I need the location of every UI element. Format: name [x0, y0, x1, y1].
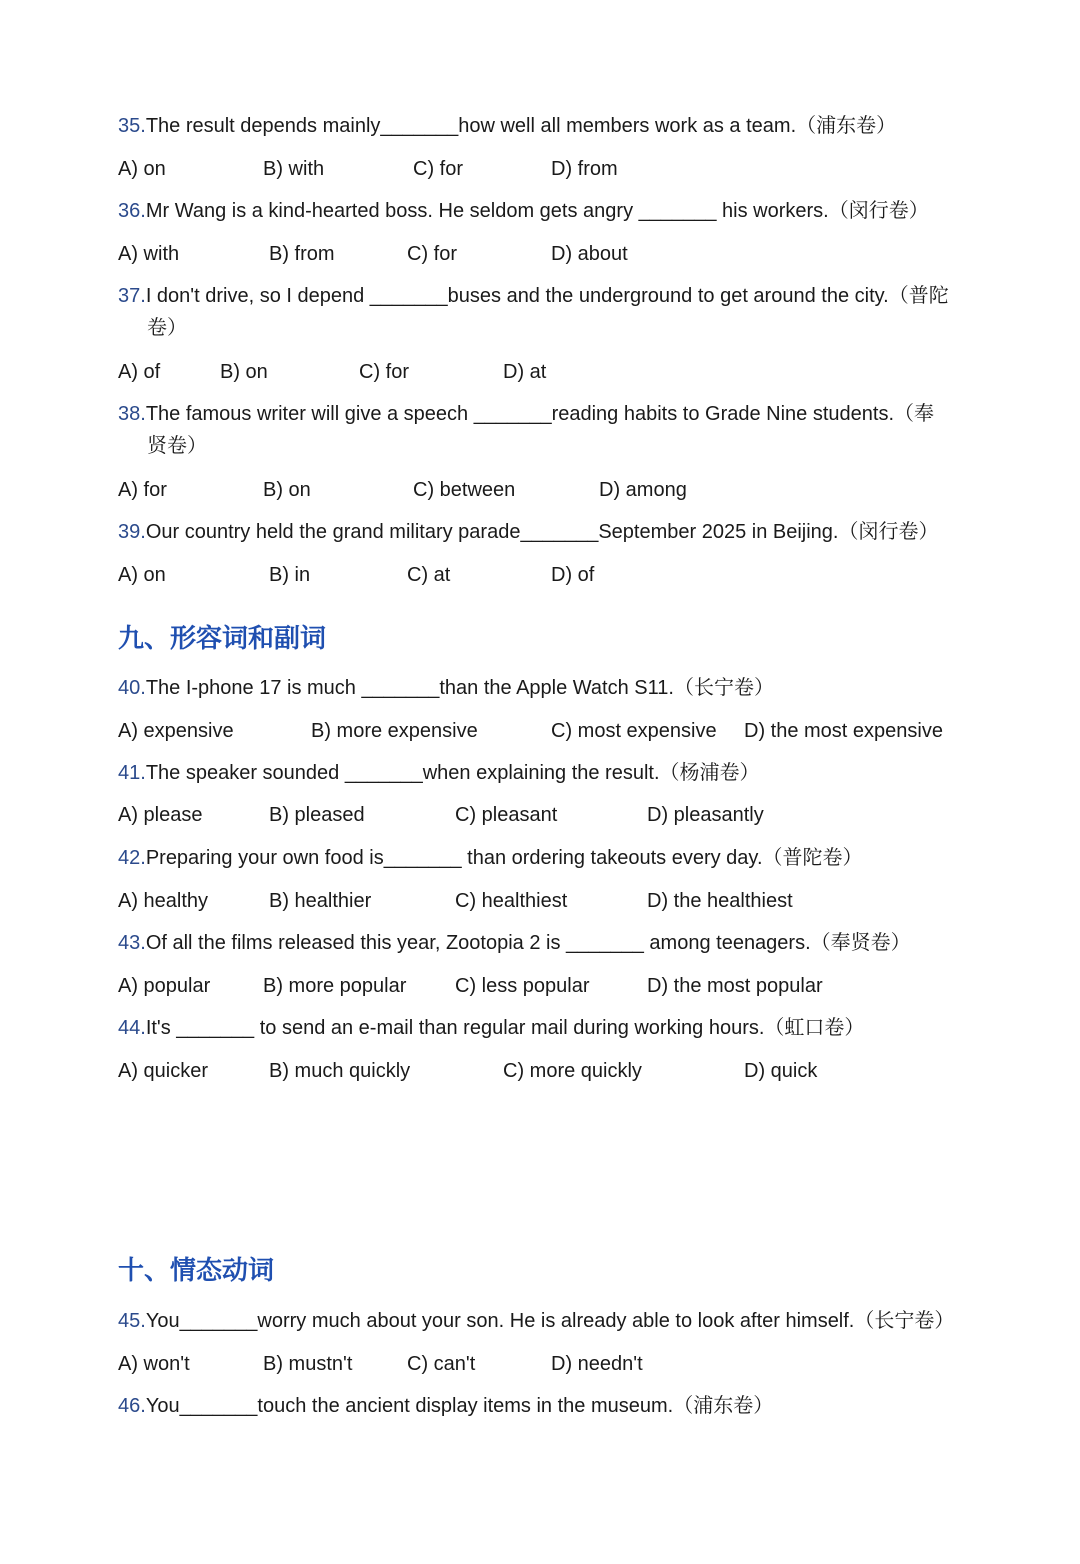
question-42: [118, 845, 863, 871]
question-39: [118, 519, 938, 545]
option-a: A) for: [118, 479, 167, 501]
question-number: 44.: [118, 1017, 146, 1039]
question-number: 38.: [118, 403, 146, 425]
option-c: C) pleasant: [455, 804, 558, 826]
option-c: C) for: [407, 243, 457, 265]
question-36: [118, 198, 929, 224]
option-c: C) can't: [407, 1353, 476, 1375]
question-number: 46.: [118, 1395, 146, 1417]
question-number: 43.: [118, 932, 146, 954]
option-d: D) quick: [744, 1060, 818, 1082]
option-b: B) on: [263, 479, 311, 501]
option-d: D) the healthiest: [647, 890, 793, 912]
question-text-continued: 卷）: [147, 317, 187, 339]
option-b: B) on: [220, 361, 268, 383]
option-b: B) with: [263, 158, 325, 180]
option-a: A) healthy: [118, 890, 209, 912]
question-text: You_______worry much about your son. He is already able to look after himself.（长宁卷）: [145, 1310, 955, 1332]
option-b: B) more expensive: [311, 720, 478, 742]
question-43: [118, 930, 911, 956]
question-number: 37.: [118, 285, 146, 307]
option-b: B) much quickly: [269, 1060, 411, 1082]
option-d: D) at: [503, 361, 547, 383]
question-text: Of all the films released this year, Zootopia 2 is _______ among teenagers.（奉贤卷）: [145, 932, 911, 954]
option-a: A) with: [118, 243, 180, 265]
option-c: C) between: [413, 479, 516, 501]
question-number: 41.: [118, 762, 146, 784]
question-text-continued: 贤卷）: [147, 435, 207, 457]
option-b: B) mustn't: [263, 1353, 353, 1375]
option-b: B) more popular: [263, 975, 407, 997]
question-text: The result depends mainly_______how well all members work as a team.（浦东卷）: [145, 115, 897, 137]
question-text: I don't drive, so I depend _______buses and the underground to get around the city.（普陀: [145, 285, 949, 307]
option-b: B) from: [269, 243, 335, 265]
question-text: Preparing your own food is_______ than ordering takeouts every day.（普陀卷）: [145, 847, 863, 869]
question-number: 39.: [118, 521, 146, 543]
question-45: [118, 1308, 954, 1334]
question-35: [118, 113, 896, 139]
option-c: C) for: [413, 158, 463, 180]
question-text: It's _______ to send an e-mail than regular mail during working hours.（虹口卷）: [145, 1017, 865, 1039]
option-a: A) on: [118, 158, 166, 180]
question-40: [118, 675, 774, 701]
question-text: Our country held the grand military parade_______September 2025 in Beijing.（闵行卷）: [145, 521, 939, 543]
question-text: You_______touch the ancient display items in the museum.（浦东卷）: [145, 1395, 774, 1417]
option-a: A) of: [118, 361, 161, 383]
option-c: C) most expensive: [551, 720, 717, 742]
question-46: [118, 1393, 773, 1419]
question-number: 35.: [118, 115, 146, 137]
option-b: B) in: [269, 564, 311, 586]
question-number: 40.: [118, 677, 146, 699]
option-c: C) less popular: [455, 975, 590, 997]
option-c: C) healthiest: [455, 890, 568, 912]
option-d: D) among: [599, 479, 687, 501]
question-number: 45.: [118, 1310, 146, 1332]
section-title-adjectives: 九、形容词和副词: [118, 623, 327, 653]
option-a: A) please: [118, 804, 203, 826]
option-a: A) popular: [118, 975, 211, 997]
option-a: A) expensive: [118, 720, 234, 742]
option-a: A) quicker: [118, 1060, 209, 1082]
question-38: [118, 401, 934, 427]
option-d: D) from: [551, 158, 618, 180]
option-c: C) for: [359, 361, 409, 383]
section-title-modals: 十、情态动词: [118, 1255, 275, 1285]
question-number: 42.: [118, 847, 146, 869]
option-d: D) about: [551, 243, 628, 265]
option-b: B) pleased: [269, 804, 365, 826]
option-d: D) of: [551, 564, 595, 586]
question-41: [118, 760, 760, 786]
question-44: [118, 1015, 864, 1041]
option-d: D) needn't: [551, 1353, 643, 1375]
option-a: A) on: [118, 564, 166, 586]
option-c: C) more quickly: [503, 1060, 642, 1082]
question-text: The speaker sounded _______when explaining the result.（杨浦卷）: [145, 762, 760, 784]
option-d: D) the most expensive: [744, 720, 943, 742]
option-a: A) won't: [118, 1353, 190, 1375]
option-d: D) pleasantly: [647, 804, 764, 826]
question-text: The famous writer will give a speech _______reading habits to Grade Nine students.（奉: [145, 403, 935, 425]
question-text: Mr Wang is a kind-hearted boss. He seldom gets angry _______ his workers.（闵行卷）: [145, 200, 929, 222]
option-d: D) the most popular: [647, 975, 823, 997]
question-37: [118, 283, 949, 309]
option-c: C) at: [407, 564, 451, 586]
option-b: B) healthier: [269, 890, 372, 912]
question-number: 36.: [118, 200, 146, 222]
question-text: The I-phone 17 is much _______than the Apple Watch S11.（长宁卷）: [145, 677, 774, 699]
